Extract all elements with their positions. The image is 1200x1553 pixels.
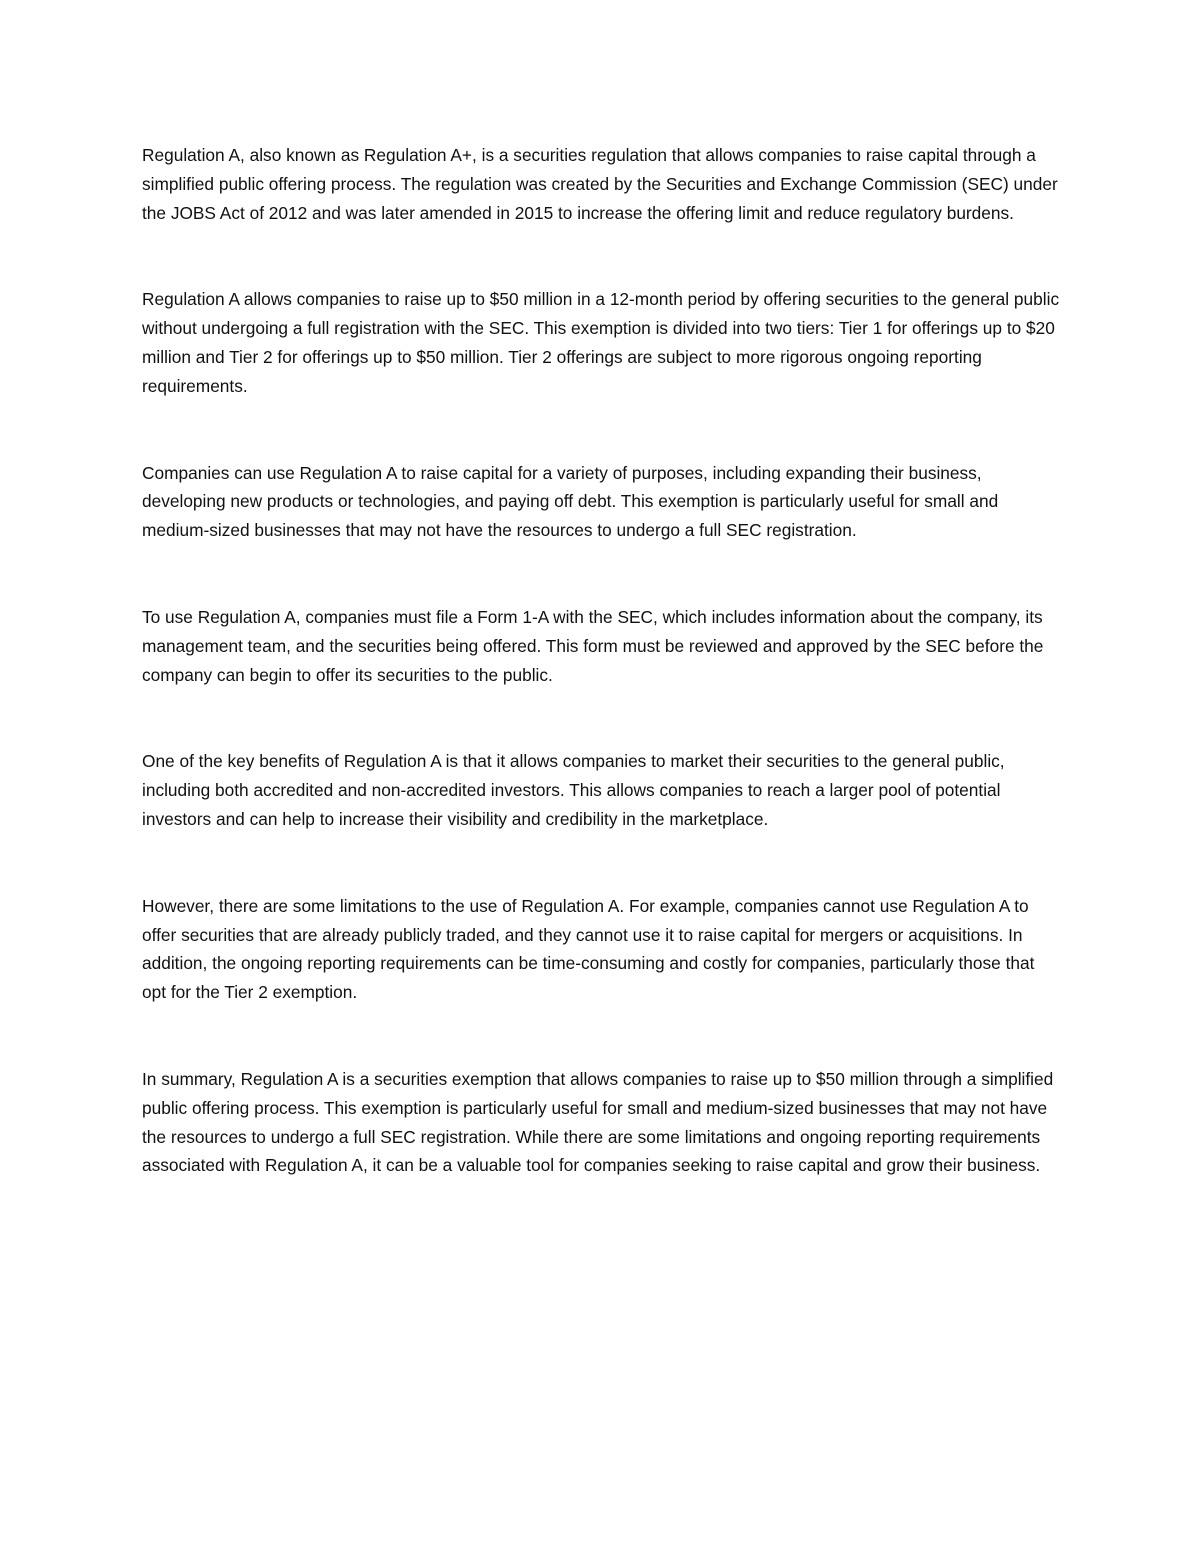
- paragraph-benefits: One of the key benefits of Regulation A is that it allows companies to market their securities to the general public, including both accredited and non-accredited investors. This allows companies to reach a larger pool of potential investors and can help to increase their visibility and credibility in the marketplace.: [142, 751, 1005, 829]
- paragraph-introduction: Regulation A, also known as Regulation A+, is a securities regulation that allows companies to raise capital through a simplified public offering process. The regulation was created by the Securities and Exchange Commission (SEC) under the JOBS Act of 2012 and was later amended in 2015 to increase the offering limit and reduce regulatory burdens.: [142, 145, 1058, 223]
- paragraph-form-1a: To use Regulation A, companies must file a Form 1-A with the SEC, which includes information about the company, its management team, and the securities being offered. This form must be reviewed and approved by the SEC before the company can begin to offer its securities to the public.: [142, 606, 1044, 685]
- paragraph-summary: In summary, Regulation A is a securities exemption that allows companies to raise up to $50 million through a simplified public offering process. This exemption is particularly useful for small and medium-sized businesses that may not have the resources to undergo a full SEC registration. While there are some limitations and ongoing reporting requirements associated with Regulation A, it can be a valuable tool for companies seeking to raise capital and grow their business.: [142, 1068, 1054, 1176]
- document-body: [142, 141, 1062, 1238]
- paragraph-purposes: Companies can use Regulation A to raise capital for a variety of purposes, including expanding their business, developing new products or technologies, and paying off debt. This exemption is particularly useful for small and medium-sized businesses that may not have the resources to undergo a full SEC registration.: [142, 462, 999, 541]
- paragraph-limitations: However, there are some limitations to the use of Regulation A. For example, companies cannot use Regulation A to offer securities that are already publicly traded, and they cannot use it to raise capital for mergers or acquisitions. In addition, the ongoing reporting requirements can be time-consuming and costly for companies, particularly those that opt for the Tier 2 exemption.: [142, 895, 1035, 1003]
- paragraph-offering-tiers: Regulation A allows companies to raise up to $50 million in a 12-month period by offering securities to the general public without undergoing a full registration with the SEC. This exemption is divided into two tiers: Tier 1 for offerings up to $20 million and Tier 2 for offerings up to $50 million. Tier 2 offerings are subject to more rigorous ongoing reporting requirements.: [142, 289, 1060, 396]
